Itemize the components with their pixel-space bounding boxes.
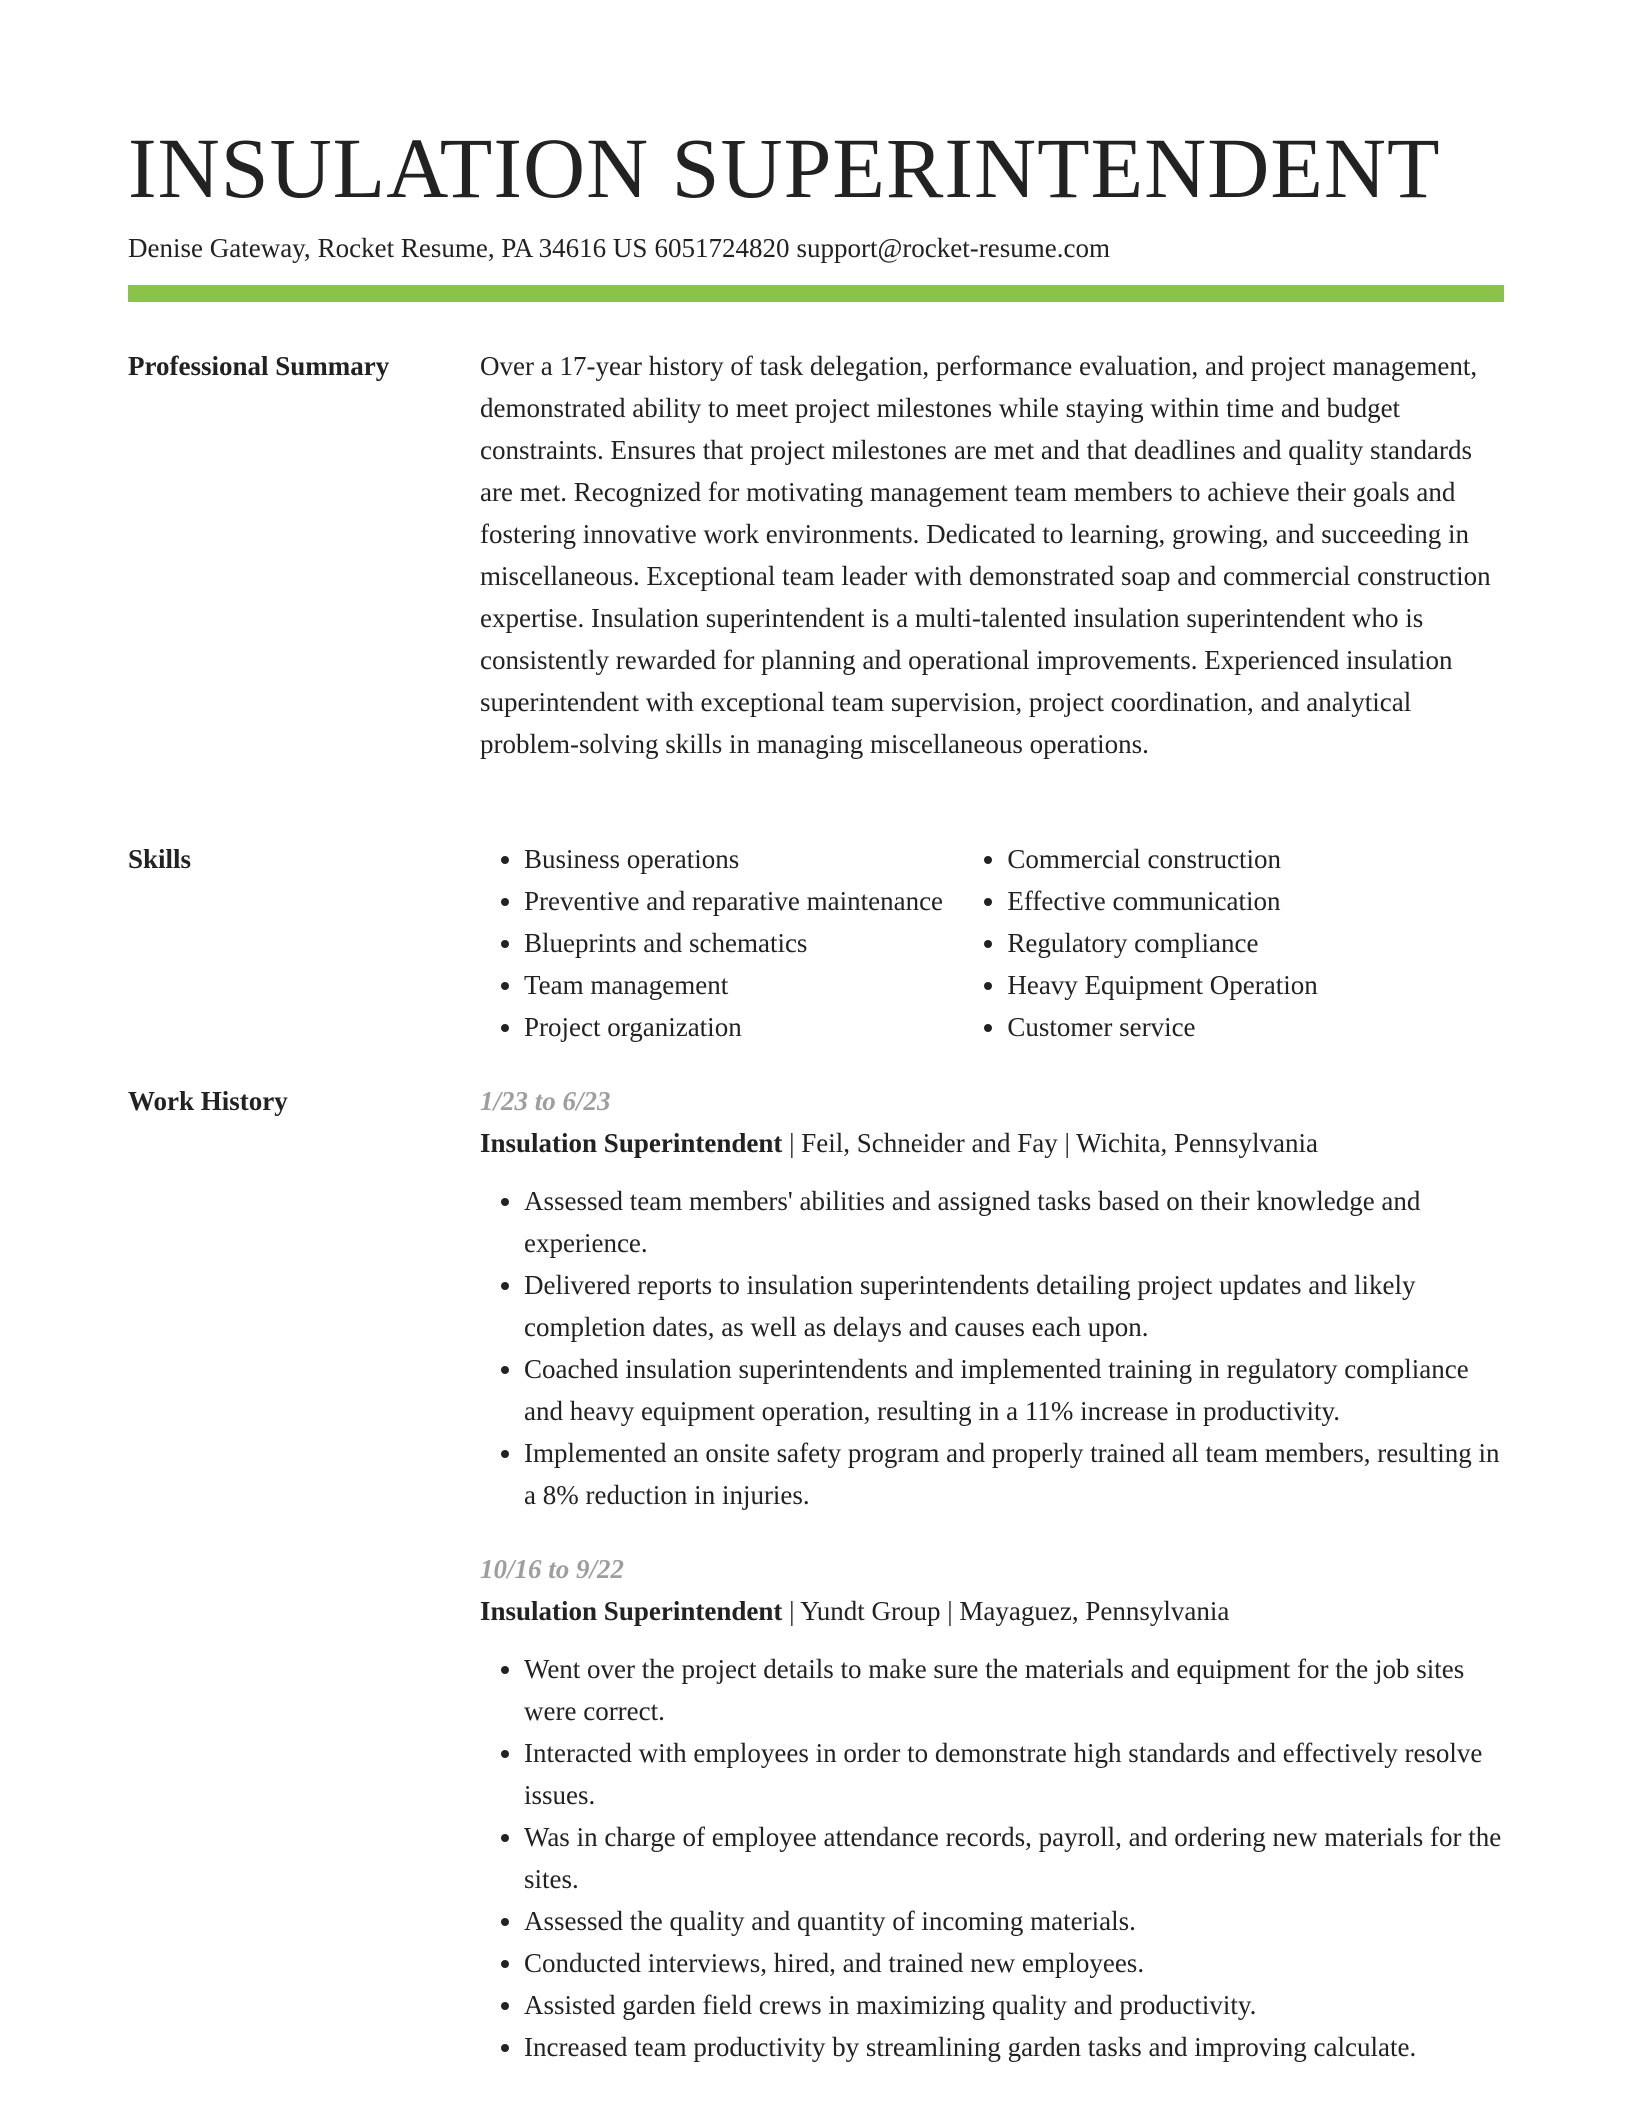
job-entry — [480, 1548, 1504, 2068]
contact-email: support@rocket-resume.com — [796, 233, 1110, 263]
skills-column-left — [480, 838, 963, 1048]
job-title: Insulation Superintendent — [480, 1596, 783, 1626]
skill-item: • Preventive and reparative maintenance — [524, 880, 963, 922]
skills-column-right — [963, 838, 1504, 1048]
work-history-body — [480, 1080, 1504, 2068]
job-dates: 1/23 to 6/23 — [480, 1086, 611, 1116]
job-title: Insulation Superintendent — [480, 1128, 783, 1158]
skill-item: • Commercial construction — [1007, 838, 1504, 880]
job-bullet: • Assessed the quality and quantity of incoming materials. — [524, 1900, 1504, 1942]
contact-address: Rocket Resume, PA 34616 US — [317, 233, 648, 263]
accent-divider — [128, 285, 1504, 302]
job-bullet: • Went over the project details to make sure the materials and equipment for the job sites were correct. — [524, 1648, 1504, 1732]
job-bullet: • Coached insulation superintendents and implemented training in regulatory compliance and heavy equipment operation, resulting in a 11% increase in productivity. — [524, 1348, 1504, 1432]
job-dates: 10/16 to 9/22 — [480, 1554, 625, 1584]
job-bullet: • Increased team productivity by streamlining garden tasks and improving calculate. — [524, 2026, 1504, 2068]
summary-text: Over a 17-year history of task delegation, performance evaluation, and project management, demonstrated ability to meet project milestones while staying within time and budget constraints. Ensures that project milestones are met and that deadlines and quality standards are met. Recognized for motivating management team members to achieve their goals and fostering innovative work environments. Dedicated to learning, growing, and succeeding in miscellaneous. Exceptional team leader with demonstrated soap and commercial construction expertise. Insulation superintendent is a multi-talented insulation superintendent who is consistently rewarded for planning and operational improvements. Experienced insulation superintendent with exceptional team supervision, project coordination, and analytical problem-solving skills in managing miscellaneous operations. — [480, 351, 1491, 759]
job-employer-location: | Yundt Group | Mayaguez, Pennsylvania — [782, 1596, 1230, 1626]
job-bullet: • Assisted garden field crews in maximizing quality and productivity. — [524, 1984, 1504, 2026]
job-heading — [480, 1590, 1504, 1632]
skill-item: • Effective communication — [1007, 880, 1504, 922]
resume-title: INSULATION SUPERINTENDENT — [128, 120, 1441, 216]
job-bullet: • Assessed team members' abilities and assigned tasks based on their knowledge and experience. — [524, 1180, 1504, 1264]
skill-item: • Business operations — [524, 838, 963, 880]
summary-heading: Professional Summary — [128, 351, 390, 381]
job-bullet: • Was in charge of employee attendance records, payroll, and ordering new materials for the sites. — [524, 1816, 1504, 1900]
skill-item: • Customer service — [1007, 1006, 1504, 1048]
job-bullets — [480, 1180, 1504, 1516]
job-bullet: • Conducted interviews, hired, and trained new employees. — [524, 1942, 1504, 1984]
job-entry — [480, 1080, 1504, 1516]
contact-phone: 6051724820 — [654, 233, 790, 263]
job-bullet: • Delivered reports to insulation superintendents detailing project updates and likely completion dates, as well as delays and causes each upon. — [524, 1264, 1504, 1348]
job-heading — [480, 1122, 1504, 1164]
skills-list — [480, 838, 1504, 1048]
contact-line — [128, 230, 1117, 266]
skills-heading: Skills — [128, 844, 192, 874]
job-bullets — [480, 1648, 1504, 2068]
work-history-heading: Work History — [128, 1086, 288, 1116]
contact-name: Denise Gateway, — [128, 233, 311, 263]
skill-item: • Heavy Equipment Operation — [1007, 964, 1504, 1006]
job-bullet: • Implemented an onsite safety program and properly trained all team members, resulting in a 8% reduction in injuries. — [524, 1432, 1504, 1516]
skill-item: • Project organization — [524, 1006, 963, 1048]
skill-item: • Blueprints and schematics — [524, 922, 963, 964]
skill-item: • Team management — [524, 964, 963, 1006]
job-employer-location: | Feil, Schneider and Fay | Wichita, Pennsylvania — [782, 1128, 1318, 1158]
summary-body — [480, 345, 1504, 765]
job-bullet: • Interacted with employees in order to demonstrate high standards and effectively resolve issues. — [524, 1732, 1504, 1816]
skill-item: • Regulatory compliance — [1007, 922, 1504, 964]
